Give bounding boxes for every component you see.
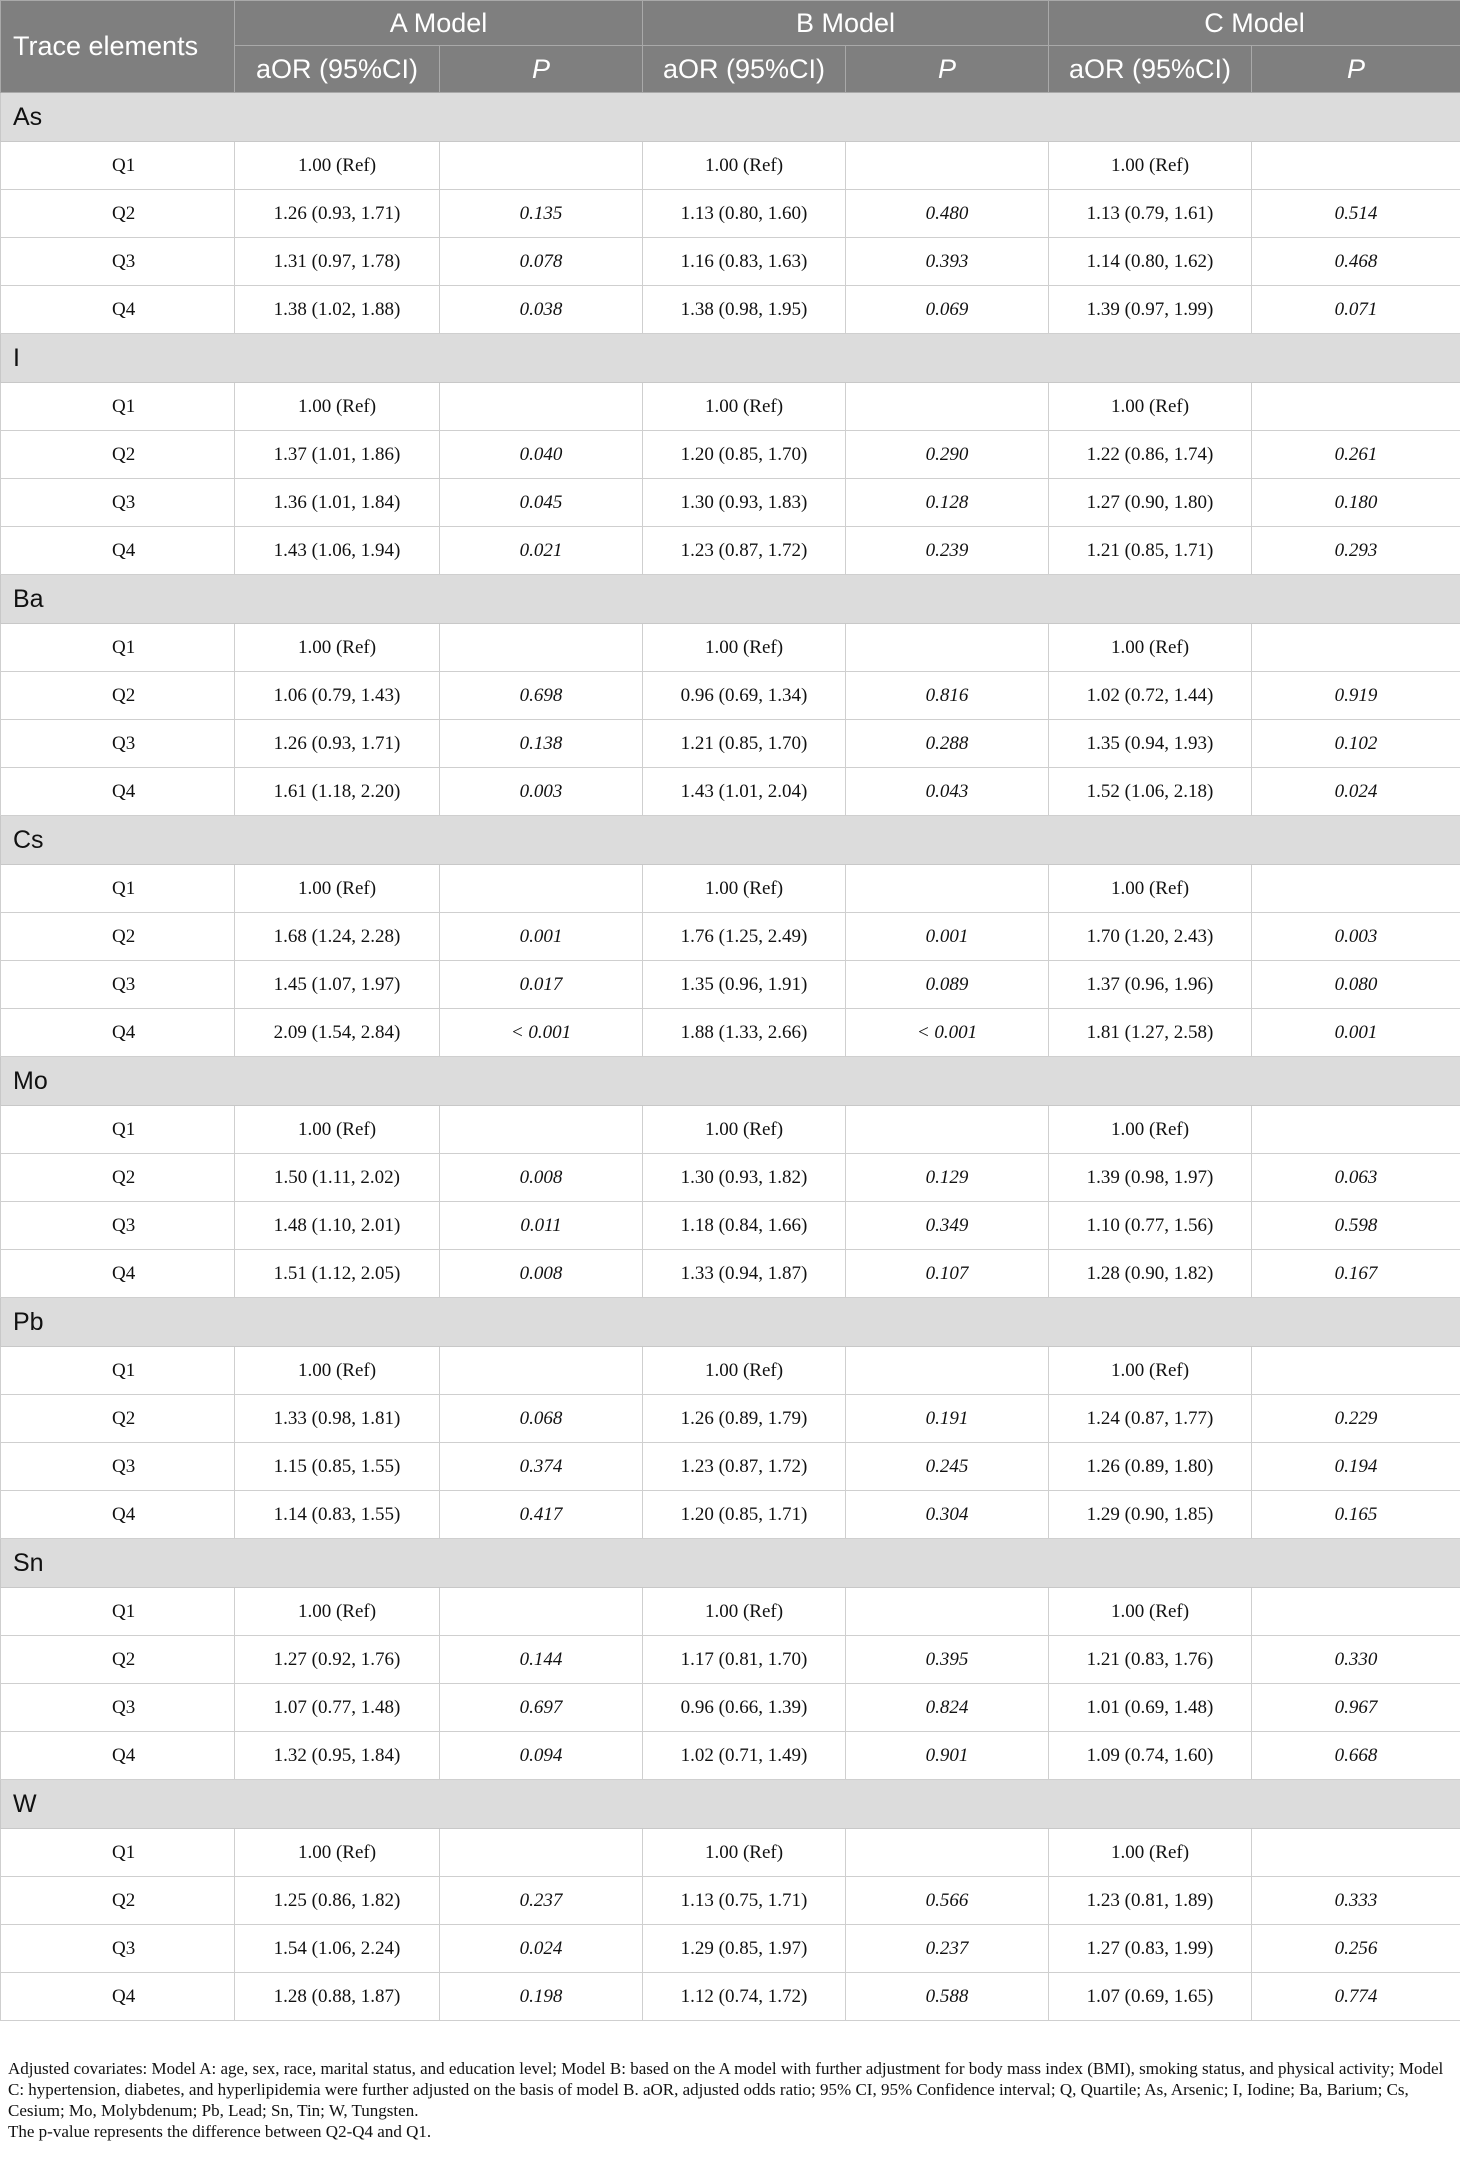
cell-aor-b: 1.00 (Ref) (643, 1829, 846, 1877)
cell-aor-b: 1.43 (1.01, 2.04) (643, 768, 846, 816)
table-row (1, 479, 1460, 527)
cell-p-a: 0.078 (440, 238, 643, 286)
cell-p-a: 0.144 (440, 1636, 643, 1684)
cell-p-b: 0.239 (846, 527, 1049, 575)
cell-p-a: 0.040 (440, 431, 643, 479)
cell-aor-a: 1.27 (0.92, 1.76) (235, 1636, 440, 1684)
cell-aor-a: 1.00 (Ref) (235, 624, 440, 672)
cell-aor-b: 1.30 (0.93, 1.83) (643, 479, 846, 527)
cell-aor-a: 1.28 (0.88, 1.87) (235, 1973, 440, 2021)
group-label: As (1, 93, 1460, 142)
table-row (1, 1588, 1460, 1636)
group-row-cs (1, 816, 1460, 865)
cell-aor-c: 1.23 (0.81, 1.89) (1049, 1877, 1252, 1925)
cell-p-a: < 0.001 (440, 1009, 643, 1057)
quartile-label: Q2 (1, 431, 235, 479)
cell-p-a (440, 1588, 643, 1636)
quartile-label: Q4 (1, 1491, 235, 1539)
group-label: Sn (1, 1539, 1460, 1588)
cell-p-c: 0.080 (1252, 961, 1460, 1009)
cell-p-b: 0.191 (846, 1395, 1049, 1443)
cell-p-a: 0.001 (440, 913, 643, 961)
cell-aor-c: 1.37 (0.96, 1.96) (1049, 961, 1252, 1009)
cell-aor-b: 0.96 (0.69, 1.34) (643, 672, 846, 720)
cell-p-c: 0.071 (1252, 286, 1460, 334)
table-row (1, 720, 1460, 768)
cell-aor-b: 1.00 (Ref) (643, 1588, 846, 1636)
cell-p-a: 0.068 (440, 1395, 643, 1443)
cell-aor-c: 1.21 (0.85, 1.71) (1049, 527, 1252, 575)
table-row (1, 190, 1460, 238)
cell-p-a: 0.008 (440, 1250, 643, 1298)
cell-aor-c: 1.70 (1.20, 2.43) (1049, 913, 1252, 961)
group-label: W (1, 1780, 1460, 1829)
cell-p-c: 0.024 (1252, 768, 1460, 816)
cell-aor-a: 1.15 (0.85, 1.55) (235, 1443, 440, 1491)
cell-p-c: 0.293 (1252, 527, 1460, 575)
cell-aor-c: 1.10 (0.77, 1.56) (1049, 1202, 1252, 1250)
table-body (1, 93, 1460, 2021)
cell-p-a: 0.045 (440, 479, 643, 527)
cell-p-c: 0.967 (1252, 1684, 1460, 1732)
table-row (1, 1443, 1460, 1491)
cell-p-b: 0.001 (846, 913, 1049, 961)
cell-aor-c: 1.21 (0.83, 1.76) (1049, 1636, 1252, 1684)
cell-p-b: 0.395 (846, 1636, 1049, 1684)
cell-aor-c: 1.00 (Ref) (1049, 383, 1252, 431)
cell-aor-a: 1.61 (1.18, 2.20) (235, 768, 440, 816)
quartile-label: Q1 (1, 1588, 235, 1636)
cell-aor-b: 1.13 (0.75, 1.71) (643, 1877, 846, 1925)
cell-p-a: 0.697 (440, 1684, 643, 1732)
cell-aor-b: 1.23 (0.87, 1.72) (643, 527, 846, 575)
table-row (1, 961, 1460, 1009)
cell-aor-b: 1.00 (Ref) (643, 1106, 846, 1154)
cell-aor-c: 1.39 (0.98, 1.97) (1049, 1154, 1252, 1202)
cell-p-b (846, 624, 1049, 672)
cell-aor-c: 1.39 (0.97, 1.99) (1049, 286, 1252, 334)
cell-aor-a: 1.54 (1.06, 2.24) (235, 1925, 440, 1973)
cell-p-c: 0.180 (1252, 479, 1460, 527)
table-row (1, 624, 1460, 672)
cell-p-b: 0.129 (846, 1154, 1049, 1202)
cell-p-b: 0.288 (846, 720, 1049, 768)
cell-aor-c: 1.81 (1.27, 2.58) (1049, 1009, 1252, 1057)
cell-aor-b: 1.38 (0.98, 1.95) (643, 286, 846, 334)
group-row-ba (1, 575, 1460, 624)
quartile-label: Q4 (1, 527, 235, 575)
group-row-mo (1, 1057, 1460, 1106)
group-row-i (1, 334, 1460, 383)
cell-p-a (440, 142, 643, 190)
cell-p-c: 0.514 (1252, 190, 1460, 238)
cell-p-b: 0.349 (846, 1202, 1049, 1250)
cell-p-c: 0.261 (1252, 431, 1460, 479)
group-label: Pb (1, 1298, 1460, 1347)
cell-aor-a: 1.45 (1.07, 1.97) (235, 961, 440, 1009)
table-footnotes (8, 2058, 1456, 2142)
cell-aor-b: 1.35 (0.96, 1.91) (643, 961, 846, 1009)
cell-aor-a: 1.33 (0.98, 1.81) (235, 1395, 440, 1443)
quartile-label: Q1 (1, 1347, 235, 1395)
cell-p-c: 0.668 (1252, 1732, 1460, 1780)
cell-p-b: 0.566 (846, 1877, 1049, 1925)
cell-p-a: 0.417 (440, 1491, 643, 1539)
cell-p-b: 0.245 (846, 1443, 1049, 1491)
header-p-a: P (440, 46, 643, 93)
cell-p-a: 0.198 (440, 1973, 643, 2021)
quartile-label: Q2 (1, 1154, 235, 1202)
quartile-label: Q2 (1, 1877, 235, 1925)
cell-p-b: 0.290 (846, 431, 1049, 479)
cell-aor-b: 1.23 (0.87, 1.72) (643, 1443, 846, 1491)
cell-p-a (440, 1106, 643, 1154)
cell-p-a (440, 624, 643, 672)
cell-aor-a: 1.26 (0.93, 1.71) (235, 720, 440, 768)
table-row (1, 142, 1460, 190)
cell-aor-b: 1.29 (0.85, 1.97) (643, 1925, 846, 1973)
quartile-label: Q2 (1, 1395, 235, 1443)
cell-aor-b: 1.76 (1.25, 2.49) (643, 913, 846, 961)
table-row (1, 1973, 1460, 2021)
cell-aor-a: 1.68 (1.24, 2.28) (235, 913, 440, 961)
cell-aor-a: 1.07 (0.77, 1.48) (235, 1684, 440, 1732)
cell-aor-a: 1.00 (Ref) (235, 383, 440, 431)
cell-p-c (1252, 624, 1460, 672)
group-row-sn (1, 1539, 1460, 1588)
table-row (1, 1009, 1460, 1057)
cell-p-a: 0.017 (440, 961, 643, 1009)
header-p-c: P (1252, 46, 1460, 93)
cell-aor-b: 1.20 (0.85, 1.70) (643, 431, 846, 479)
quartile-label: Q4 (1, 1009, 235, 1057)
quartile-label: Q3 (1, 479, 235, 527)
table-row (1, 1250, 1460, 1298)
cell-aor-a: 1.14 (0.83, 1.55) (235, 1491, 440, 1539)
quartile-label: Q1 (1, 142, 235, 190)
cell-aor-a: 1.00 (Ref) (235, 142, 440, 190)
cell-aor-c: 1.27 (0.90, 1.80) (1049, 479, 1252, 527)
quartile-label: Q4 (1, 1250, 235, 1298)
table-row (1, 1925, 1460, 1973)
cell-aor-c: 1.01 (0.69, 1.48) (1049, 1684, 1252, 1732)
cell-aor-c: 1.00 (Ref) (1049, 865, 1252, 913)
cell-p-a: 0.011 (440, 1202, 643, 1250)
cell-aor-a: 1.00 (Ref) (235, 1106, 440, 1154)
cell-p-b (846, 1106, 1049, 1154)
cell-p-c: 0.598 (1252, 1202, 1460, 1250)
header-aor-a: aOR (95%CI) (235, 46, 440, 93)
cell-p-b: 0.043 (846, 768, 1049, 816)
cell-aor-c: 1.14 (0.80, 1.62) (1049, 238, 1252, 286)
quartile-label: Q4 (1, 286, 235, 334)
cell-p-c (1252, 1829, 1460, 1877)
cell-p-b (846, 1829, 1049, 1877)
cell-p-c: 0.774 (1252, 1973, 1460, 2021)
quartile-label: Q3 (1, 1925, 235, 1973)
cell-p-a: 0.024 (440, 1925, 643, 1973)
cell-aor-a: 1.26 (0.93, 1.71) (235, 190, 440, 238)
footnote-p-value: The p-value represents the difference between Q2-Q4 and Q1. (8, 2122, 432, 2141)
quartile-label: Q3 (1, 1202, 235, 1250)
table-row (1, 238, 1460, 286)
cell-p-a: 0.003 (440, 768, 643, 816)
table-row (1, 1395, 1460, 1443)
cell-aor-a: 1.32 (0.95, 1.84) (235, 1732, 440, 1780)
quartile-label: Q3 (1, 1443, 235, 1491)
cell-p-a: 0.008 (440, 1154, 643, 1202)
cell-p-c (1252, 1347, 1460, 1395)
cell-aor-b: 1.00 (Ref) (643, 383, 846, 431)
quartile-label: Q1 (1, 865, 235, 913)
table-row (1, 431, 1460, 479)
quartile-label: Q4 (1, 1973, 235, 2021)
group-row-w (1, 1780, 1460, 1829)
header-model-b: B Model (643, 1, 1049, 46)
cell-aor-a: 1.31 (0.97, 1.78) (235, 238, 440, 286)
cell-p-b: < 0.001 (846, 1009, 1049, 1057)
header-p-b: P (846, 46, 1049, 93)
cell-aor-b: 1.00 (Ref) (643, 142, 846, 190)
group-label: I (1, 334, 1460, 383)
cell-aor-b: 0.96 (0.66, 1.39) (643, 1684, 846, 1732)
cell-p-b: 0.089 (846, 961, 1049, 1009)
cell-p-b: 0.901 (846, 1732, 1049, 1780)
cell-aor-a: 2.09 (1.54, 2.84) (235, 1009, 440, 1057)
cell-aor-c: 1.29 (0.90, 1.85) (1049, 1491, 1252, 1539)
cell-aor-c: 1.00 (Ref) (1049, 1347, 1252, 1395)
table-row (1, 1154, 1460, 1202)
group-label: Cs (1, 816, 1460, 865)
cell-aor-c: 1.00 (Ref) (1049, 624, 1252, 672)
cell-aor-a: 1.25 (0.86, 1.82) (235, 1877, 440, 1925)
cell-aor-a: 1.00 (Ref) (235, 1588, 440, 1636)
cell-p-b (846, 142, 1049, 190)
cell-aor-b: 1.00 (Ref) (643, 1347, 846, 1395)
cell-aor-b: 1.13 (0.80, 1.60) (643, 190, 846, 238)
cell-p-c: 0.333 (1252, 1877, 1460, 1925)
cell-p-b: 0.588 (846, 1973, 1049, 2021)
cell-aor-b: 1.00 (Ref) (643, 865, 846, 913)
table-row (1, 383, 1460, 431)
cell-p-a (440, 865, 643, 913)
cell-p-c (1252, 1106, 1460, 1154)
cell-aor-c: 1.24 (0.87, 1.77) (1049, 1395, 1252, 1443)
cell-aor-c: 1.00 (Ref) (1049, 142, 1252, 190)
cell-p-a (440, 383, 643, 431)
cell-aor-b: 1.33 (0.94, 1.87) (643, 1250, 846, 1298)
cell-p-c: 0.919 (1252, 672, 1460, 720)
cell-aor-b: 1.12 (0.74, 1.72) (643, 1973, 846, 2021)
cell-aor-c: 1.22 (0.86, 1.74) (1049, 431, 1252, 479)
cell-p-b: 0.128 (846, 479, 1049, 527)
table-row (1, 1106, 1460, 1154)
cell-p-b: 0.107 (846, 1250, 1049, 1298)
table-row (1, 1732, 1460, 1780)
group-row-as (1, 93, 1460, 142)
cell-aor-c: 1.26 (0.89, 1.80) (1049, 1443, 1252, 1491)
cell-p-b: 0.480 (846, 190, 1049, 238)
table-row (1, 913, 1460, 961)
cell-p-c: 0.194 (1252, 1443, 1460, 1491)
cell-aor-c: 1.35 (0.94, 1.93) (1049, 720, 1252, 768)
cell-aor-b: 1.02 (0.71, 1.49) (643, 1732, 846, 1780)
group-row-pb (1, 1298, 1460, 1347)
quartile-label: Q3 (1, 238, 235, 286)
header-aor-b: aOR (95%CI) (643, 46, 846, 93)
quartile-label: Q1 (1, 624, 235, 672)
cell-p-c: 0.063 (1252, 1154, 1460, 1202)
quartile-label: Q2 (1, 190, 235, 238)
cell-aor-c: 1.28 (0.90, 1.82) (1049, 1250, 1252, 1298)
table-row (1, 768, 1460, 816)
quartile-label: Q2 (1, 1636, 235, 1684)
cell-aor-a: 1.48 (1.10, 2.01) (235, 1202, 440, 1250)
cell-p-b: 0.069 (846, 286, 1049, 334)
quartile-label: Q1 (1, 1106, 235, 1154)
header-model-c: C Model (1049, 1, 1460, 46)
table-row (1, 1684, 1460, 1732)
cell-p-a: 0.038 (440, 286, 643, 334)
cell-p-a: 0.237 (440, 1877, 643, 1925)
quartile-label: Q4 (1, 768, 235, 816)
cell-aor-c: 1.52 (1.06, 2.18) (1049, 768, 1252, 816)
cell-p-a: 0.698 (440, 672, 643, 720)
cell-p-b (846, 1347, 1049, 1395)
cell-p-a: 0.094 (440, 1732, 643, 1780)
cell-p-b: 0.824 (846, 1684, 1049, 1732)
cell-p-c: 0.256 (1252, 1925, 1460, 1973)
cell-aor-c: 1.27 (0.83, 1.99) (1049, 1925, 1252, 1973)
cell-p-a (440, 1347, 643, 1395)
cell-aor-b: 1.18 (0.84, 1.66) (643, 1202, 846, 1250)
cell-p-b (846, 865, 1049, 913)
cell-p-b: 0.237 (846, 1925, 1049, 1973)
cell-aor-c: 1.13 (0.79, 1.61) (1049, 190, 1252, 238)
table-row (1, 1877, 1460, 1925)
table-row (1, 1491, 1460, 1539)
cell-aor-c: 1.07 (0.69, 1.65) (1049, 1973, 1252, 2021)
cell-p-c (1252, 383, 1460, 431)
cell-aor-b: 1.20 (0.85, 1.71) (643, 1491, 846, 1539)
cell-p-a: 0.374 (440, 1443, 643, 1491)
cell-p-c: 0.468 (1252, 238, 1460, 286)
table-row (1, 1347, 1460, 1395)
cell-p-b: 0.304 (846, 1491, 1049, 1539)
table-row (1, 1202, 1460, 1250)
cell-p-c (1252, 142, 1460, 190)
cell-aor-a: 1.50 (1.11, 2.02) (235, 1154, 440, 1202)
quartile-label: Q3 (1, 961, 235, 1009)
table-header (1, 1, 1460, 93)
cell-p-c: 0.167 (1252, 1250, 1460, 1298)
cell-p-a (440, 1829, 643, 1877)
cell-aor-a: 1.36 (1.01, 1.84) (235, 479, 440, 527)
table-row (1, 1829, 1460, 1877)
cell-aor-b: 1.00 (Ref) (643, 624, 846, 672)
cell-p-b (846, 383, 1049, 431)
cell-p-c: 0.001 (1252, 1009, 1460, 1057)
cell-p-a: 0.138 (440, 720, 643, 768)
cell-p-c (1252, 1588, 1460, 1636)
cell-aor-a: 1.37 (1.01, 1.86) (235, 431, 440, 479)
header-model-a: A Model (235, 1, 643, 46)
cell-aor-a: 1.51 (1.12, 2.05) (235, 1250, 440, 1298)
table-row (1, 865, 1460, 913)
table-row (1, 286, 1460, 334)
quartile-label: Q3 (1, 1684, 235, 1732)
cell-aor-b: 1.16 (0.83, 1.63) (643, 238, 846, 286)
cell-aor-a: 1.00 (Ref) (235, 1829, 440, 1877)
cell-p-a: 0.135 (440, 190, 643, 238)
cell-p-b (846, 1588, 1049, 1636)
cell-p-c: 0.330 (1252, 1636, 1460, 1684)
cell-aor-b: 1.17 (0.81, 1.70) (643, 1636, 846, 1684)
cell-aor-c: 1.02 (0.72, 1.44) (1049, 672, 1252, 720)
cell-aor-b: 1.30 (0.93, 1.82) (643, 1154, 846, 1202)
cell-aor-a: 1.38 (1.02, 1.88) (235, 286, 440, 334)
table-row (1, 527, 1460, 575)
header-trace-elements: Trace elements (1, 1, 235, 93)
quartile-label: Q1 (1, 1829, 235, 1877)
cell-aor-c: 1.00 (Ref) (1049, 1588, 1252, 1636)
cell-p-a: 0.021 (440, 527, 643, 575)
cell-p-b: 0.816 (846, 672, 1049, 720)
cell-aor-c: 1.09 (0.74, 1.60) (1049, 1732, 1252, 1780)
cell-aor-a: 1.00 (Ref) (235, 1347, 440, 1395)
cell-p-c: 0.165 (1252, 1491, 1460, 1539)
quartile-label: Q4 (1, 1732, 235, 1780)
quartile-label: Q3 (1, 720, 235, 768)
quartile-label: Q2 (1, 913, 235, 961)
quartile-label: Q1 (1, 383, 235, 431)
table-row (1, 672, 1460, 720)
cell-aor-b: 1.26 (0.89, 1.79) (643, 1395, 846, 1443)
group-label: Mo (1, 1057, 1460, 1106)
cell-p-c: 0.102 (1252, 720, 1460, 768)
cell-p-c (1252, 865, 1460, 913)
table-row (1, 1636, 1460, 1684)
cell-aor-c: 1.00 (Ref) (1049, 1829, 1252, 1877)
cell-aor-b: 1.21 (0.85, 1.70) (643, 720, 846, 768)
header-aor-c: aOR (95%CI) (1049, 46, 1252, 93)
cell-p-b: 0.393 (846, 238, 1049, 286)
cell-aor-c: 1.00 (Ref) (1049, 1106, 1252, 1154)
cell-p-c: 0.229 (1252, 1395, 1460, 1443)
cell-aor-b: 1.88 (1.33, 2.66) (643, 1009, 846, 1057)
cell-aor-a: 1.06 (0.79, 1.43) (235, 672, 440, 720)
quartile-label: Q2 (1, 672, 235, 720)
cell-aor-a: 1.00 (Ref) (235, 865, 440, 913)
cell-aor-a: 1.43 (1.06, 1.94) (235, 527, 440, 575)
group-label: Ba (1, 575, 1460, 624)
cell-p-c: 0.003 (1252, 913, 1460, 961)
footnote-covariates: Adjusted covariates: Model A: age, sex, race, marital status, and education level; Model B: based on the A model with further adjustment for body mass index (BMI), smoking status, and physical activity; Model C: hypertension, diabetes, and hyperlipidemia were further adjusted on the basis of model B. aOR, adjusted odds ratio; 95% CI, 95% Confidence interval; Q, Quartile; As, Arsenic; I, Iodine; Ba, Barium; Cs, Cesium; Mo, Molybdenum; Pb, Lead; Sn, Tin; W, Tungsten. (8, 2059, 1444, 2120)
